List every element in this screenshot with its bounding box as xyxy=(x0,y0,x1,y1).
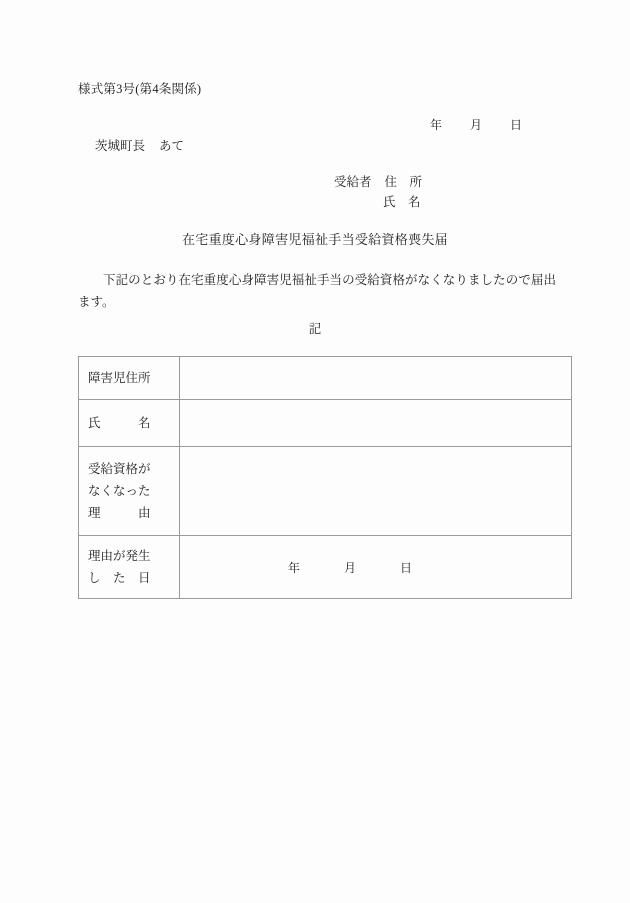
recipient-name-row xyxy=(383,192,422,212)
date-day-label: 日 xyxy=(510,118,523,132)
occurrence-date-line xyxy=(180,559,571,576)
label-line: し た 日 xyxy=(88,571,151,585)
row-label-loss-reason xyxy=(79,447,180,536)
date-year-label: 年 xyxy=(430,118,443,132)
date-line xyxy=(430,116,522,133)
occurrence-day-label: 日 xyxy=(400,560,413,575)
table-row xyxy=(79,400,572,447)
recipient-address-row xyxy=(334,172,422,192)
field-child-name[interactable] xyxy=(180,400,572,447)
row-label-occurrence-date xyxy=(79,536,180,599)
date-month-label: 月 xyxy=(470,118,483,132)
page-title: 在宅重度心身障害児福祉手当受給資格喪失届 xyxy=(181,232,448,247)
ki-marker: 記 xyxy=(308,322,322,336)
addressee-to: あて xyxy=(159,139,185,153)
occurrence-month-label: 月 xyxy=(344,560,357,575)
label-line: なくなった xyxy=(88,484,151,498)
recipient-label: 受給者 xyxy=(334,175,372,189)
field-loss-reason[interactable] xyxy=(180,447,572,536)
form-number-label: 様式第3号(第4条関係) xyxy=(78,82,202,96)
label-line: 受給資格が xyxy=(88,462,151,476)
table-row xyxy=(79,536,572,599)
label-line: 障害児住所 xyxy=(88,371,151,385)
recipient-name-label: 氏 名 xyxy=(383,195,421,209)
table-row xyxy=(79,357,572,400)
label-line: 理 由 xyxy=(88,506,151,520)
entry-table xyxy=(78,356,572,599)
body-paragraph: 下記のとおり在宅重度心身障害児福祉手当の受給資格がなくなりましたので届出ます。 xyxy=(78,273,556,309)
label-line: 氏 名 xyxy=(88,416,151,430)
recipient-block xyxy=(334,172,422,212)
field-child-address[interactable] xyxy=(180,357,572,400)
row-label-child-address xyxy=(79,357,180,400)
label-line: 理由が発生 xyxy=(88,549,151,563)
row-label-child-name xyxy=(79,400,180,447)
occurrence-year-label: 年 xyxy=(288,560,301,575)
addressee-line xyxy=(95,136,184,154)
addressee-office: 茨城町長 xyxy=(95,139,146,153)
field-occurrence-date[interactable] xyxy=(180,536,572,599)
table-row xyxy=(79,447,572,536)
recipient-address-label: 住 所 xyxy=(384,175,423,189)
